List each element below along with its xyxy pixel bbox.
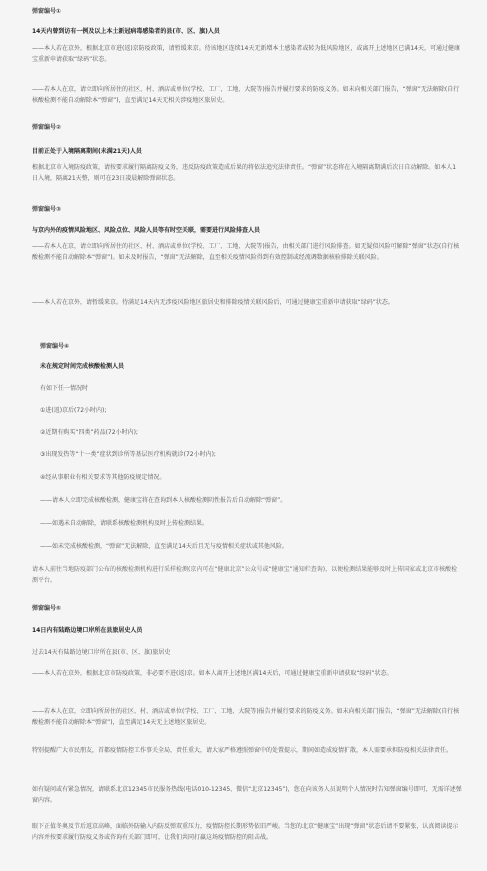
paragraph: 请本人前往当地防疫部门公布的核酸检测机构进行采样检测(京内可在“健康北京”公众号或“健康宝”通知栏查询)，以便检测结果能够及时上传国家或北京市核酸检测平台。 (32, 566, 458, 584)
list-item: ④经从事职业有相关要求等其他防疫规定情况。 (40, 474, 166, 481)
section-title: 14日内有陆路边境口岸所在县旅居史人员 (32, 627, 143, 634)
paragraph: ——若本人在京，请立即向所居住的社区、村、酒店或单位(学校、工厂、工地、大院等)报告，由相关部门进行风险排查。如无疑似风险可解除“弹窗”状态(自行核酸检测不能自动解除本“弹窗”)。如未及时报告，“弹窗”无法解除，直至相关疫情风险得到有效控制或经流调数据核验排除关联风险。 (32, 243, 460, 261)
popup-code: 弹窗编号③ (32, 206, 62, 213)
paragraph: ——若本人在京，立即向所居住的社区、村、酒店或单位(学校、工厂、工地、大院等)报告并履行要求的防疫义务。如未向相关部门报告，“弹窗”无法解除(自行核酸检测不能自动解除本“弹窗”)，直至满足14天无上述地区旅居史。 (32, 708, 460, 726)
paragraph: ——本人若在京外，根据北京市防疫政策，非必要不进(返)京。如本人离开上述地区满14天后，可通过健康宝重新申请获取“绿码”状态。 (32, 670, 393, 677)
popup-code: 弹窗编号② (32, 124, 62, 131)
footer-paragraph: 如有疑问或有紧急情况，请联系北京12345市民服务热线(电话010-12345、微信“北京12345”)，您在向该务人员说明个人情况时告知弹窗编号即可，无需详述弹窗内容。 (32, 786, 462, 804)
list-item: ②近期有购买“四类”药品(72小时内); (40, 429, 138, 436)
intro-text: 有如下任一情况时 (40, 385, 89, 392)
note-item: ——请本人立即完成核酸检测，健康宝将在查询到本人核酸检测阴性报告后自动解除“弹窗”。 (40, 497, 287, 504)
popup-code: 弹窗编号④ (40, 343, 70, 350)
list-item: ③出现发热等“十一类”症状到诊所等基层医疗机构就诊(72小时内); (40, 451, 216, 458)
footer-paragraph: 特别提醒广大市民朋友，首都疫情防控工作事关全局，责任重大，请大家严格遵照弹窗中的处置提示，期间如造成疫情扩散，本人需要承担防疫相关法律责任。 (32, 747, 453, 754)
section-title: 目前正处于入境隔离期间(未满21天)人员 (32, 148, 142, 155)
subtitle-text: 过去14天有陆路边境口岸所在县(市、区、旗)旅居史 (32, 649, 171, 656)
list-item: ①进(返)京后(72小时内); (40, 407, 107, 414)
popup-code: 弹窗编号① (32, 8, 62, 15)
section-title: 与京内外的疫情风险地区、风险点位、风险人员等有时空关联，需要进行风险排查人员 (32, 227, 261, 234)
section-title: 14天内曾到访有一例及以上本土新冠病毒感染者的县(市、区、旗)人员 (32, 28, 220, 35)
footer-paragraph: 眼下正值冬奥及节后返京高峰，面临外防输入内防反弹双重压力，疫情防控长期形势依旧严峻。当您的北京“健康宝”出现“弹窗”状态后请不要紧张，认真阅读提示内容并按要求履行防疫义务或咨询有关部门即可，让我们共同打赢这场疫情防控的阻击战。 (32, 823, 459, 841)
note-item: ——如未完成核酸检测，“弹窗”无法解除，直至满足14天后且无与疫情相关症状或其他风险。 (40, 543, 288, 550)
paragraph: 根据北京市入境防疫政策，请按要求履行隔离防疫义务，违反防疫政策造成后果的将依法追究法律责任。“弹窗”状态将在入境隔离期满后次日自动解除。如本人1日入境，隔离21天整，则可在23日凌晨解除弹窗状态。 (32, 164, 457, 182)
paragraph: ——本人若在京外，根据北京市进(返)京防疫政策，请暂缓来京。待该地区连续14天无新增本土感染者或转为低风险地区，或离开上述地区已满14天，可通过健康宝重新申请获取“绿码”状态。 (32, 45, 460, 63)
popup-code: 弹窗编号⑤ (32, 605, 62, 612)
paragraph: ——本人若在京外，请暂缓来京。待满足14天内无涉疫风险地区旅居史和排除疫情关联风险后，可通过健康宝重新申请获取“绿码”状态。 (32, 299, 394, 306)
paragraph: ——若本人在京，请立即向所居住的社区、村、酒店或单位(学校、工厂、工地、大院等)报告并履行要求的防疫义务。如未向相关部门报告，“弹窗”无法解除(自行核酸检测不能自动解除本“弹窗”)，直至满足14天无相关涉疫地区旅居史。 (32, 86, 460, 104)
section-title: 未在规定时间完成核酸检测人员 (40, 363, 125, 370)
note-item: ——如遇未自动解除，请联系核酸检测机构及时上传检测结果。 (40, 520, 209, 527)
